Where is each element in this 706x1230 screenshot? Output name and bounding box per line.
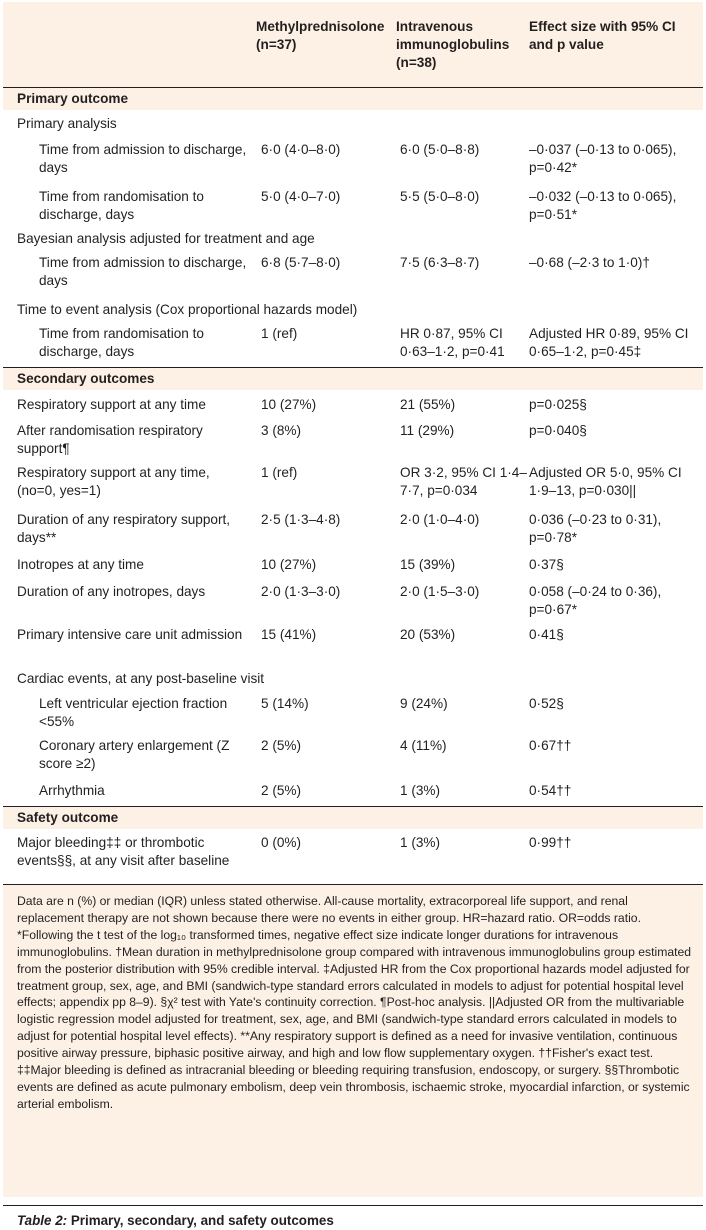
cell-effect: 0·058 (–0·24 to 0·36), p=0·67* — [529, 584, 662, 617]
table-row — [3, 626, 703, 670]
table-row — [3, 422, 703, 464]
row-label: Major bleeding‡‡ or thrombotic events§§, at any visit after baseline — [17, 835, 230, 868]
section-primary — [3, 110, 703, 367]
cell-methylprednisolone: 10 (27%) — [261, 557, 317, 572]
row-label: Duration of any respiratory support, days** — [17, 512, 231, 545]
cell-ivig: 2·0 (1·0–4·0) — [400, 512, 480, 527]
cell-methylprednisolone: 5·0 (4·0–7·0) — [261, 189, 341, 204]
row-label: Time from admission to discharge, days — [39, 255, 247, 288]
cell-methylprednisolone: 15 (41%) — [261, 627, 317, 642]
caption-label: Table 2: — [17, 1213, 68, 1228]
cell-effect: –0·68 (–2·3 to 1·0)† — [529, 255, 650, 270]
table-row — [3, 737, 703, 782]
cell-methylprednisolone: 6·0 (4·0–8·0) — [261, 142, 341, 157]
cell-effect: p=0·040§ — [529, 423, 587, 438]
cell-effect: –0·032 (–0·13 to 0·065), p=0·51* — [529, 189, 677, 222]
header-ivig: Intravenous immunoglobulins (n=38) — [396, 19, 510, 70]
table-page — [3, 2, 703, 1228]
table-row — [3, 464, 703, 511]
row-label: Duration of any inotropes, days — [17, 584, 206, 599]
table-row — [3, 325, 703, 365]
cell-ivig: HR 0·87, 95% CI 0·63–1·2, p=0·41 — [400, 326, 505, 359]
row-label: After randomisation respiratory support¶ — [17, 423, 203, 456]
table-row — [3, 695, 703, 737]
cell-methylprednisolone: 0 (0%) — [261, 835, 302, 850]
section-safety — [3, 829, 703, 884]
cell-effect: 0·54†† — [529, 783, 572, 798]
cell-ivig: 15 (39%) — [400, 557, 456, 572]
table-row — [3, 782, 703, 804]
cell-effect: Adjusted OR 5·0, 95% CI 1·9–13, p=0·030|| — [529, 465, 682, 498]
subhead-cardiac: Cardiac events, at any post-baseline visit — [17, 671, 265, 686]
cell-ivig: 21 (55%) — [400, 397, 456, 412]
cell-effect: 0·036 (–0·23 to 0·31), p=0·78* — [529, 512, 662, 545]
cell-ivig: 20 (53%) — [400, 627, 456, 642]
row-label: Left ventricular ejection fraction <55% — [39, 696, 228, 729]
table-row — [3, 583, 703, 626]
table-row — [3, 556, 703, 583]
row-label: Arrhythmia — [39, 783, 105, 798]
cell-ivig: 11 (29%) — [400, 423, 455, 438]
table-row — [3, 254, 703, 301]
cell-methylprednisolone: 2 (5%) — [261, 783, 302, 798]
table-header — [3, 2, 703, 87]
row-label: Time from randomisation to discharge, days — [39, 189, 204, 222]
cell-methylprednisolone: 10 (27%) — [261, 397, 317, 412]
cell-methylprednisolone: 2·0 (1·3–3·0) — [261, 584, 341, 599]
cell-ivig: 4 (11%) — [400, 738, 447, 753]
cell-methylprednisolone: 5 (14%) — [261, 696, 309, 711]
subhead-cox: Time to event analysis (Cox proportional hazards model) — [17, 302, 358, 317]
table-footnote: Data are n (%) or median (IQR) unless stated otherwise. All-cause mortality, extracorporeal life support, and renal replacement therapy are not shown because there were no events in either group. HR=hazard ratio. OR=odds ratio. *Following the t test of the log₁₀ transformed times, negative effect size indicate longer durations for intravenous immunoglobulins. †Mean duration in methylprednisolone group compared with intravenous immunoglobulins group estimated from the posterior distribution with 95% credible interval. ‡Adjusted HR from the Cox proportional hazards model adjusted for treatment group, sex, age, and BMI (sandwich-type standard errors calculated in models to adjust for potential hospital level effects; appendix pp 8–9). §χ² test with Yate's continuity correction. ¶Post-hoc analysis. ||Adjusted OR from the multivariable logistic regression model adjusted for treatment, sex, age, and BMI (sandwich-type standard errors calculated in models to adjust for potential hospital level effects). **Any respiratory support is defined as a need for invasive ventilation, continuous positive airway pressure, biphasic positive airway, and high and low flow supplementary oxygen. ††Fisher's exact test. ‡‡Major bleeding is defined as intracranial bleeding or bleeding requiring transfusion, endoscopy, or surgery. §§Thrombotic events are defined as acute pulmonary embolism, deep vein thrombosis, ischaemic stroke, myocardial infarction, or systemic arterial embolism. — [3, 884, 703, 1205]
row-label: Time from randomisation to discharge, days — [39, 326, 204, 359]
cell-methylprednisolone: 2·5 (1·3–4·8) — [261, 512, 341, 527]
cell-effect: 0·37§ — [529, 557, 564, 572]
subhead-bayesian: Bayesian analysis adjusted for treatment and age — [17, 231, 315, 246]
section-secondary — [3, 390, 703, 806]
cell-ivig: 1 (3%) — [400, 835, 441, 850]
cell-effect: –0·037 (–0·13 to 0·065), p=0·42* — [529, 142, 677, 175]
cell-methylprednisolone: 1 (ref) — [261, 326, 298, 341]
table-row — [3, 396, 703, 422]
header-methylprednisolone: Methylprednisolone (n=37) — [256, 19, 385, 52]
row-label: Primary intensive care unit admission — [17, 627, 243, 642]
subhead-primary-analysis: Primary analysis — [17, 116, 117, 131]
cell-ivig: 2·0 (1·5–3·0) — [400, 584, 480, 599]
row-label: Time from admission to discharge, days — [39, 142, 247, 175]
table-caption — [3, 1205, 703, 1230]
cell-effect: Adjusted HR 0·89, 95% CI 0·65–1·2, p=0·45‡ — [529, 326, 689, 359]
cell-methylprednisolone: 3 (8%) — [261, 423, 302, 438]
table-row — [3, 834, 703, 882]
cell-effect: 0·99†† — [529, 835, 572, 850]
caption-text: Primary, secondary, and safety outcomes — [67, 1213, 334, 1228]
cell-effect: p=0·025§ — [529, 397, 587, 412]
row-label: Coronary artery enlargement (Z score ≥2) — [39, 738, 230, 771]
cell-methylprednisolone: 6·8 (5·7–8·0) — [261, 255, 341, 270]
section-primary-title: Primary outcome — [3, 87, 703, 110]
table-row — [3, 511, 703, 556]
cell-methylprednisolone: 2 (5%) — [261, 738, 302, 753]
cell-ivig: 7·5 (6·3–8·7) — [400, 255, 480, 270]
table-row — [3, 188, 703, 230]
row-label: Respiratory support at any time, (no=0, yes=1) — [17, 465, 210, 498]
cell-ivig: 9 (24%) — [400, 696, 448, 711]
row-label: Inotropes at any time — [17, 557, 144, 572]
cell-methylprednisolone: 1 (ref) — [261, 465, 298, 480]
cell-ivig: OR 3·2, 95% CI 1·4–7·7, p=0·034 — [400, 465, 527, 498]
section-safety-title: Safety outcome — [3, 806, 703, 829]
cell-effect: 0·67†† — [529, 738, 572, 753]
section-secondary-title: Secondary outcomes — [3, 367, 703, 390]
row-label: Respiratory support at any time — [17, 397, 206, 412]
cell-effect: 0·52§ — [529, 696, 564, 711]
cell-ivig: 5·5 (5·0–8·0) — [400, 189, 480, 204]
cell-ivig: 6·0 (5·0–8·8) — [400, 142, 480, 157]
header-effect-size: Effect size with 95% CI and p value — [529, 19, 676, 52]
table-row — [3, 141, 703, 188]
cell-effect: 0·41§ — [529, 627, 564, 642]
cell-ivig: 1 (3%) — [400, 783, 441, 798]
